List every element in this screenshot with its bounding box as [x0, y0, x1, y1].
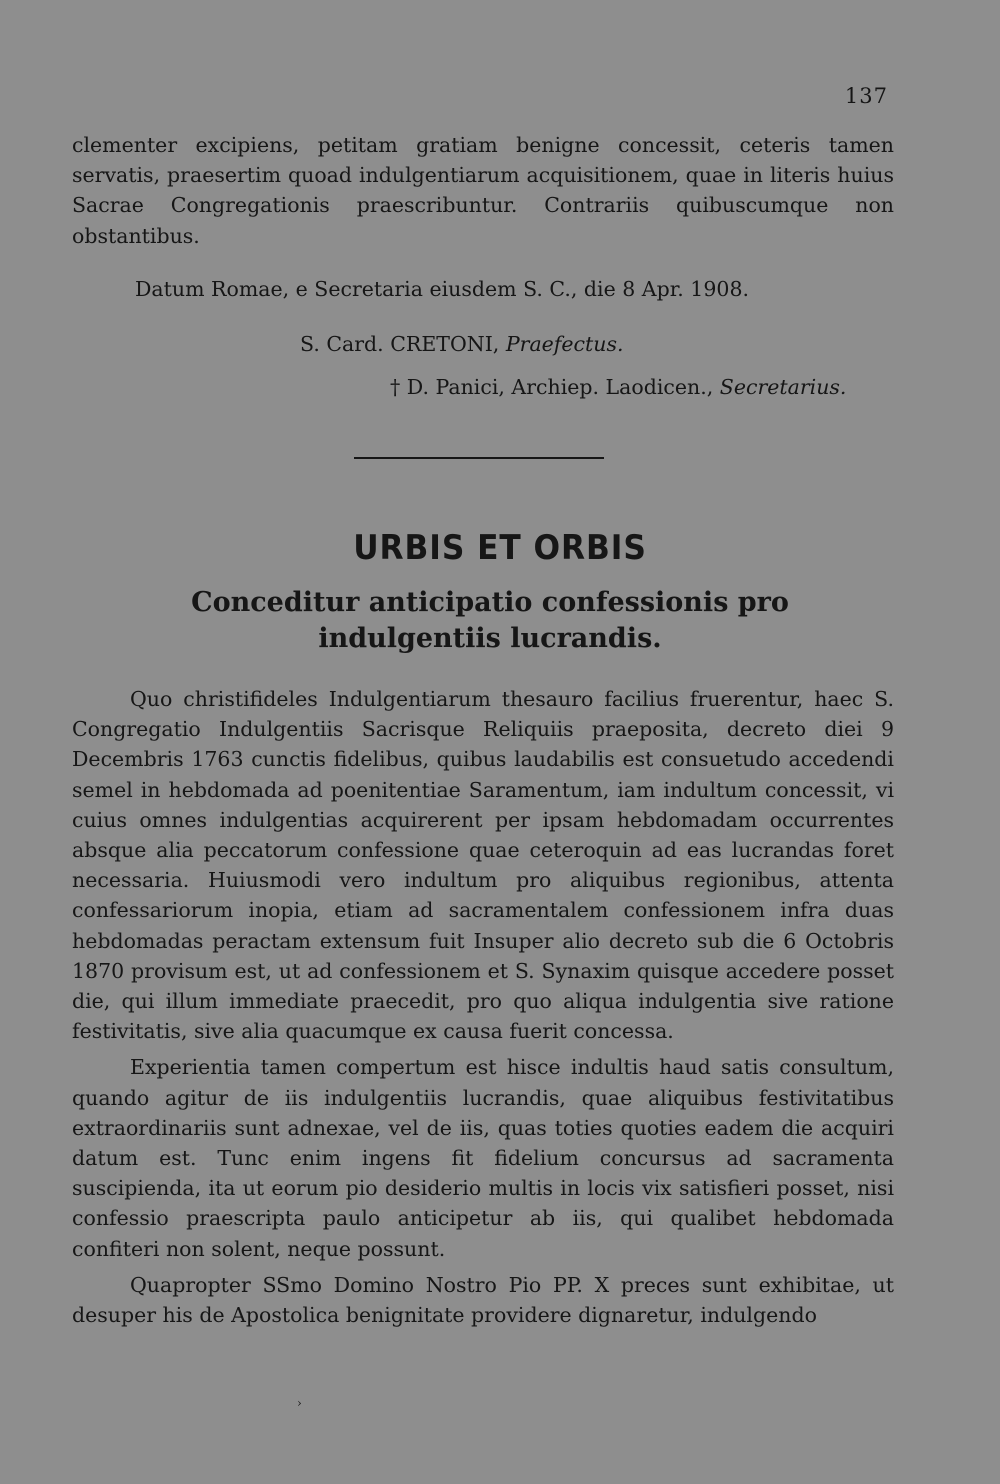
signature-prefect [300, 332, 623, 356]
date-line: Datum Romae, e Secretaria eiusdem S. C., die 8 Apr. 1908. [135, 277, 749, 301]
body-paragraph-3: Quapropter SSmo Domino Nostro Pio PP. X preces sunt exhibitae, ut desuper his de Apostolica benignitate providere dignaretur, indulgendo [72, 1272, 894, 1328]
signature-prefect-name: S. Card. CRETONI, [300, 332, 500, 356]
intro-text: clementer excipiens, petitam gratiam benigne concessit, ceteris tamen servatis, praesertim quoad indulgentiarum acquisitionem, quae in literis huius Sacrae Congregationis praescribuntur. Contrariis quibuscumque non obstantibus. [72, 133, 894, 248]
body-paragraph-2: Experientia tamen compertum est hisce indultis haud satis consultum, quando agitur de iis indulgentiis lucrandis, quae aliquibus festivitatibus extraordinariis sunt adnexae, vel de iis, quas toties quoties eadem die acquiri datum est. Tunc enim ingens fit fidelium concursus ad sacramenta suscipienda, ita ut eorum pio desiderio multis in locis vix satisfieri posset, nisi confessio praescripta paulo anticipetur ab iis, qui qualibet hebdomada confiteri non solent, neque possunt. [72, 1055, 894, 1261]
section-divider [354, 457, 604, 459]
signature-secretary-title: Secretarius. [719, 375, 847, 399]
page-number: 137 [844, 84, 888, 108]
intro-paragraph [72, 130, 894, 251]
ornament-mark: › [297, 1396, 302, 1410]
body-text [72, 684, 894, 1330]
section-subtitle: Conceditur anticipatio confessionis pro indulgentiis lucrandis. [191, 587, 789, 654]
signature-secretary-name: † D. Panici, Archiep. Laodicen., [390, 375, 714, 399]
body-paragraph-1: Quo christifideles Indulgentiarum thesauro facilius fruerentur, haec S. Congregatio Indulgentiis Sacrisque Reliquiis praeposita, decreto diei 9 Decembris 1763 cunctis fidelibus, quibus laudabilis est consuetudo accedendi semel in hebdomada ad poenitentiae Saramentum, iam indultum concessit, vi cuius omnes indulgentias acquirerent per ipsam hebdomadam occurrentes absque alia peccatorum confessione quae ceteroquin ad eas lucrandas foret necessaria. Huiusmodi vero indultum pro aliquibus regionibus, attenta confessariorum inopia, etiam ad sacramentalem confessionem infra duas hebdomadas peractam extensum fuit Insuper alio decreto sub die 6 Octobris 1870 provisum est, ut ad confessionem et S. Synaxim quisque accedere posset die, qui illum immediate praecedit, pro quo aliqua indulgentia sive ratione festivitatis, sive alia quacumque ex causa fuerit concessa. [72, 687, 894, 1044]
section-title: URBIS ET ORBIS [353, 528, 647, 568]
signature-secretary [390, 375, 846, 399]
signature-prefect-title: Praefectus. [505, 332, 624, 356]
